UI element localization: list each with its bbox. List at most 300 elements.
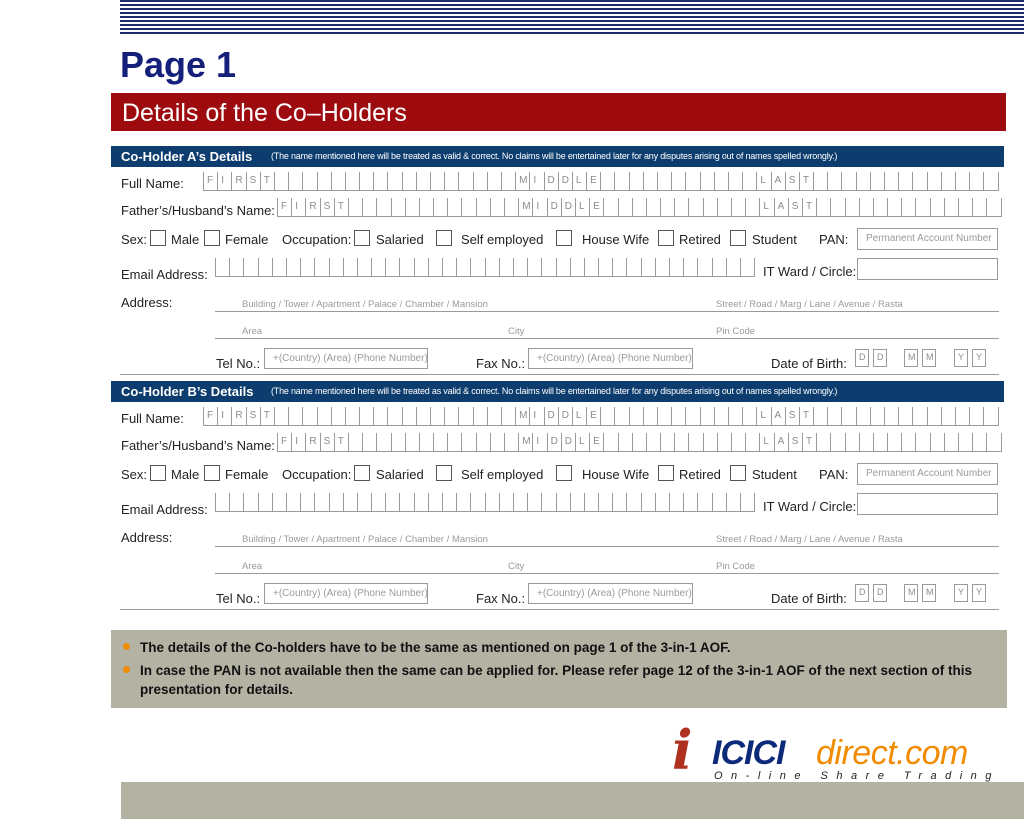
char-box[interactable] bbox=[612, 493, 626, 512]
dob-box[interactable]: D bbox=[873, 584, 887, 602]
char-box[interactable] bbox=[541, 258, 555, 277]
char-box[interactable]: L bbox=[575, 433, 589, 452]
char-box[interactable] bbox=[884, 172, 898, 191]
char-box[interactable] bbox=[371, 258, 385, 277]
email-boxes[interactable] bbox=[215, 258, 755, 277]
char-box[interactable] bbox=[827, 407, 841, 426]
char-box[interactable]: T bbox=[334, 198, 348, 217]
char-box[interactable] bbox=[873, 198, 887, 217]
retired-checkbox[interactable] bbox=[658, 230, 674, 246]
char-box[interactable] bbox=[359, 407, 373, 426]
char-box[interactable] bbox=[930, 198, 944, 217]
dob-box[interactable]: Y bbox=[972, 349, 986, 367]
char-box[interactable] bbox=[527, 493, 541, 512]
char-box[interactable] bbox=[986, 198, 1000, 217]
char-box[interactable] bbox=[614, 172, 628, 191]
self-employed-checkbox[interactable] bbox=[436, 230, 452, 246]
char-box[interactable]: M bbox=[518, 433, 532, 452]
char-box[interactable] bbox=[288, 172, 302, 191]
char-box[interactable] bbox=[827, 172, 841, 191]
char-box[interactable] bbox=[983, 407, 997, 426]
char-box[interactable] bbox=[274, 172, 288, 191]
char-box[interactable] bbox=[600, 172, 614, 191]
char-box[interactable] bbox=[444, 172, 458, 191]
char-box[interactable]: D bbox=[544, 172, 558, 191]
char-box[interactable] bbox=[685, 172, 699, 191]
char-box[interactable]: T bbox=[334, 433, 348, 452]
char-box[interactable] bbox=[912, 172, 926, 191]
char-box[interactable] bbox=[447, 198, 461, 217]
char-box[interactable] bbox=[414, 258, 428, 277]
char-box[interactable]: I bbox=[291, 198, 305, 217]
char-box[interactable]: L bbox=[575, 198, 589, 217]
char-box[interactable] bbox=[348, 433, 362, 452]
char-box[interactable] bbox=[742, 172, 756, 191]
char-box[interactable] bbox=[541, 493, 555, 512]
char-box[interactable] bbox=[740, 258, 754, 277]
char-box[interactable] bbox=[373, 172, 387, 191]
char-box[interactable] bbox=[629, 172, 643, 191]
char-box[interactable] bbox=[700, 172, 714, 191]
char-box[interactable] bbox=[570, 258, 584, 277]
char-box[interactable] bbox=[345, 407, 359, 426]
char-box[interactable] bbox=[646, 433, 660, 452]
it-ward-input[interactable] bbox=[857, 493, 998, 515]
char-box[interactable] bbox=[714, 407, 728, 426]
char-box[interactable] bbox=[930, 433, 944, 452]
char-box[interactable] bbox=[461, 433, 475, 452]
char-box[interactable]: D bbox=[558, 172, 572, 191]
char-box[interactable] bbox=[473, 407, 487, 426]
char-box[interactable]: D bbox=[561, 198, 575, 217]
dob-box[interactable]: D bbox=[855, 584, 869, 602]
char-box[interactable] bbox=[314, 493, 328, 512]
char-box[interactable] bbox=[626, 493, 640, 512]
char-box[interactable] bbox=[671, 407, 685, 426]
char-box[interactable] bbox=[712, 493, 726, 512]
char-box[interactable] bbox=[845, 433, 859, 452]
retired-checkbox[interactable] bbox=[658, 465, 674, 481]
char-box[interactable] bbox=[473, 172, 487, 191]
char-box[interactable]: M bbox=[515, 172, 529, 191]
male-checkbox[interactable] bbox=[150, 465, 166, 481]
char-box[interactable] bbox=[841, 172, 855, 191]
char-box[interactable]: E bbox=[586, 407, 600, 426]
char-box[interactable] bbox=[712, 258, 726, 277]
dob-box[interactable]: M bbox=[904, 584, 918, 602]
char-box[interactable] bbox=[300, 258, 314, 277]
char-box[interactable] bbox=[243, 493, 257, 512]
char-box[interactable] bbox=[362, 433, 376, 452]
char-box[interactable] bbox=[458, 172, 472, 191]
char-box[interactable] bbox=[598, 493, 612, 512]
char-box[interactable] bbox=[657, 407, 671, 426]
char-box[interactable]: I bbox=[217, 407, 231, 426]
char-box[interactable] bbox=[329, 493, 343, 512]
char-box[interactable]: A bbox=[774, 433, 788, 452]
char-box[interactable]: S bbox=[788, 198, 802, 217]
char-box[interactable] bbox=[830, 198, 844, 217]
female-checkbox[interactable] bbox=[204, 230, 220, 246]
student-checkbox[interactable] bbox=[730, 230, 746, 246]
char-box[interactable] bbox=[674, 198, 688, 217]
char-box[interactable] bbox=[958, 433, 972, 452]
char-box[interactable]: T bbox=[802, 198, 816, 217]
char-box[interactable] bbox=[274, 407, 288, 426]
father-name-boxes[interactable] bbox=[277, 198, 1002, 217]
dob-box[interactable]: Y bbox=[954, 349, 968, 367]
char-box[interactable] bbox=[612, 258, 626, 277]
char-box[interactable] bbox=[402, 172, 416, 191]
char-box[interactable] bbox=[912, 407, 926, 426]
char-box[interactable] bbox=[944, 433, 958, 452]
char-box[interactable]: S bbox=[788, 433, 802, 452]
char-box[interactable] bbox=[728, 172, 742, 191]
char-box[interactable] bbox=[660, 433, 674, 452]
char-box[interactable] bbox=[399, 493, 413, 512]
char-box[interactable] bbox=[399, 258, 413, 277]
char-box[interactable] bbox=[927, 407, 941, 426]
char-box[interactable] bbox=[357, 493, 371, 512]
char-box[interactable] bbox=[740, 493, 754, 512]
char-box[interactable] bbox=[717, 198, 731, 217]
char-box[interactable] bbox=[490, 198, 504, 217]
char-box[interactable] bbox=[700, 407, 714, 426]
char-box[interactable] bbox=[487, 172, 501, 191]
char-box[interactable] bbox=[632, 198, 646, 217]
char-box[interactable]: A bbox=[771, 407, 785, 426]
char-box[interactable] bbox=[603, 198, 617, 217]
char-box[interactable] bbox=[859, 433, 873, 452]
char-box[interactable]: S bbox=[246, 172, 260, 191]
char-box[interactable]: L bbox=[756, 172, 770, 191]
char-box[interactable]: L bbox=[572, 407, 586, 426]
char-box[interactable] bbox=[556, 258, 570, 277]
char-box[interactable]: F bbox=[277, 433, 291, 452]
char-box[interactable] bbox=[302, 407, 316, 426]
char-box[interactable] bbox=[731, 198, 745, 217]
char-box[interactable] bbox=[317, 172, 331, 191]
fax-input[interactable] bbox=[528, 583, 693, 604]
char-box[interactable] bbox=[501, 407, 515, 426]
address-line-2[interactable] bbox=[215, 573, 999, 574]
char-box[interactable]: T bbox=[799, 172, 813, 191]
char-box[interactable] bbox=[955, 407, 969, 426]
char-box[interactable] bbox=[387, 407, 401, 426]
char-box[interactable] bbox=[570, 493, 584, 512]
char-box[interactable]: S bbox=[785, 407, 799, 426]
char-box[interactable] bbox=[487, 407, 501, 426]
char-box[interactable] bbox=[258, 258, 272, 277]
char-box[interactable] bbox=[856, 172, 870, 191]
char-box[interactable]: D bbox=[561, 433, 575, 452]
female-checkbox[interactable] bbox=[204, 465, 220, 481]
char-box[interactable] bbox=[490, 433, 504, 452]
char-box[interactable] bbox=[688, 198, 702, 217]
address-line-1[interactable] bbox=[215, 311, 999, 312]
char-box[interactable] bbox=[331, 172, 345, 191]
char-box[interactable] bbox=[983, 172, 997, 191]
char-box[interactable]: D bbox=[544, 407, 558, 426]
char-box[interactable] bbox=[391, 198, 405, 217]
char-box[interactable] bbox=[456, 493, 470, 512]
house-wife-checkbox[interactable] bbox=[556, 230, 572, 246]
char-box[interactable] bbox=[683, 258, 697, 277]
char-box[interactable] bbox=[362, 198, 376, 217]
char-box[interactable] bbox=[476, 198, 490, 217]
char-box[interactable] bbox=[556, 493, 570, 512]
char-box[interactable]: L bbox=[759, 198, 773, 217]
char-box[interactable] bbox=[745, 198, 759, 217]
father-name-boxes[interactable] bbox=[277, 433, 1002, 452]
char-box[interactable] bbox=[442, 258, 456, 277]
char-box[interactable] bbox=[927, 172, 941, 191]
char-box[interactable] bbox=[343, 258, 357, 277]
char-box[interactable] bbox=[419, 198, 433, 217]
dob-box[interactable]: D bbox=[855, 349, 869, 367]
char-box[interactable] bbox=[286, 258, 300, 277]
char-box[interactable] bbox=[618, 198, 632, 217]
char-box[interactable] bbox=[969, 172, 983, 191]
char-box[interactable] bbox=[343, 493, 357, 512]
char-box[interactable] bbox=[683, 493, 697, 512]
tel-input[interactable] bbox=[264, 583, 428, 604]
dob-box[interactable]: Y bbox=[972, 584, 986, 602]
char-box[interactable]: A bbox=[771, 172, 785, 191]
char-box[interactable] bbox=[243, 258, 257, 277]
char-box[interactable]: L bbox=[756, 407, 770, 426]
full-name-boxes[interactable] bbox=[203, 172, 999, 191]
char-box[interactable] bbox=[272, 258, 286, 277]
char-box[interactable] bbox=[373, 407, 387, 426]
char-box[interactable] bbox=[458, 407, 472, 426]
pan-input[interactable] bbox=[857, 463, 998, 485]
char-box[interactable] bbox=[726, 493, 740, 512]
char-box[interactable] bbox=[387, 172, 401, 191]
char-box[interactable] bbox=[972, 433, 986, 452]
char-box[interactable]: I bbox=[529, 407, 543, 426]
dob-box[interactable]: D bbox=[873, 349, 887, 367]
char-box[interactable] bbox=[745, 433, 759, 452]
char-box[interactable] bbox=[618, 433, 632, 452]
char-box[interactable]: T bbox=[802, 433, 816, 452]
char-box[interactable] bbox=[598, 258, 612, 277]
char-box[interactable] bbox=[419, 433, 433, 452]
char-box[interactable] bbox=[584, 258, 598, 277]
char-box[interactable] bbox=[669, 258, 683, 277]
char-box[interactable] bbox=[272, 493, 286, 512]
char-box[interactable] bbox=[329, 258, 343, 277]
char-box[interactable] bbox=[376, 198, 390, 217]
address-line-2[interactable] bbox=[215, 338, 999, 339]
char-box[interactable] bbox=[405, 433, 419, 452]
char-box[interactable] bbox=[300, 493, 314, 512]
char-box[interactable]: S bbox=[320, 433, 334, 452]
char-box[interactable] bbox=[414, 493, 428, 512]
char-box[interactable] bbox=[972, 198, 986, 217]
char-box[interactable] bbox=[688, 433, 702, 452]
self-employed-checkbox[interactable] bbox=[436, 465, 452, 481]
char-box[interactable] bbox=[915, 433, 929, 452]
char-box[interactable]: T bbox=[260, 172, 274, 191]
student-checkbox[interactable] bbox=[730, 465, 746, 481]
char-box[interactable]: R bbox=[231, 172, 245, 191]
char-box[interactable] bbox=[286, 493, 300, 512]
fax-input[interactable] bbox=[528, 348, 693, 369]
char-box[interactable]: L bbox=[759, 433, 773, 452]
char-box[interactable] bbox=[856, 407, 870, 426]
char-box[interactable]: S bbox=[785, 172, 799, 191]
char-box[interactable] bbox=[685, 407, 699, 426]
char-box[interactable] bbox=[229, 493, 243, 512]
char-box[interactable] bbox=[348, 198, 362, 217]
char-box[interactable] bbox=[660, 198, 674, 217]
char-box[interactable] bbox=[944, 198, 958, 217]
char-box[interactable] bbox=[887, 198, 901, 217]
tel-input[interactable] bbox=[264, 348, 428, 369]
char-box[interactable]: F bbox=[203, 172, 217, 191]
char-box[interactable] bbox=[714, 172, 728, 191]
char-box[interactable] bbox=[986, 433, 1000, 452]
char-box[interactable] bbox=[215, 493, 229, 512]
char-box[interactable] bbox=[527, 258, 541, 277]
char-box[interactable] bbox=[870, 172, 884, 191]
char-box[interactable] bbox=[697, 258, 711, 277]
char-box[interactable] bbox=[501, 172, 515, 191]
char-box[interactable] bbox=[643, 172, 657, 191]
char-box[interactable] bbox=[405, 198, 419, 217]
char-box[interactable] bbox=[402, 407, 416, 426]
char-box[interactable] bbox=[742, 407, 756, 426]
char-box[interactable] bbox=[317, 407, 331, 426]
char-box[interactable] bbox=[870, 407, 884, 426]
char-box[interactable] bbox=[416, 407, 430, 426]
char-box[interactable] bbox=[703, 433, 717, 452]
char-box[interactable]: T bbox=[799, 407, 813, 426]
char-box[interactable] bbox=[447, 433, 461, 452]
char-box[interactable]: S bbox=[246, 407, 260, 426]
char-box[interactable] bbox=[816, 198, 830, 217]
char-box[interactable]: D bbox=[547, 433, 561, 452]
char-box[interactable] bbox=[430, 172, 444, 191]
it-ward-input[interactable] bbox=[857, 258, 998, 280]
char-box[interactable] bbox=[884, 407, 898, 426]
dob-box[interactable]: M bbox=[922, 349, 936, 367]
char-box[interactable] bbox=[941, 407, 955, 426]
char-box[interactable] bbox=[444, 407, 458, 426]
house-wife-checkbox[interactable] bbox=[556, 465, 572, 481]
char-box[interactable] bbox=[376, 433, 390, 452]
char-box[interactable] bbox=[898, 172, 912, 191]
char-box[interactable]: I bbox=[291, 433, 305, 452]
dob-box[interactable]: M bbox=[904, 349, 918, 367]
char-box[interactable] bbox=[845, 198, 859, 217]
char-box[interactable] bbox=[470, 258, 484, 277]
char-box[interactable] bbox=[830, 433, 844, 452]
char-box[interactable] bbox=[433, 198, 447, 217]
char-box[interactable] bbox=[669, 493, 683, 512]
char-box[interactable] bbox=[958, 198, 972, 217]
char-box[interactable] bbox=[941, 172, 955, 191]
char-box[interactable] bbox=[371, 493, 385, 512]
char-box[interactable]: M bbox=[518, 198, 532, 217]
char-box[interactable]: T bbox=[260, 407, 274, 426]
salaried-checkbox[interactable] bbox=[354, 230, 370, 246]
char-box[interactable] bbox=[629, 407, 643, 426]
char-box[interactable] bbox=[485, 493, 499, 512]
char-box[interactable] bbox=[731, 433, 745, 452]
char-box[interactable] bbox=[476, 433, 490, 452]
char-box[interactable] bbox=[603, 433, 617, 452]
char-box[interactable] bbox=[901, 198, 915, 217]
char-box[interactable] bbox=[674, 433, 688, 452]
char-box[interactable]: I bbox=[532, 433, 546, 452]
char-box[interactable] bbox=[873, 433, 887, 452]
char-box[interactable] bbox=[470, 493, 484, 512]
char-box[interactable] bbox=[314, 258, 328, 277]
char-box[interactable] bbox=[504, 433, 518, 452]
char-box[interactable] bbox=[887, 433, 901, 452]
char-box[interactable] bbox=[859, 198, 873, 217]
char-box[interactable] bbox=[813, 172, 827, 191]
char-box[interactable]: I bbox=[529, 172, 543, 191]
pan-input[interactable] bbox=[857, 228, 998, 250]
char-box[interactable] bbox=[646, 198, 660, 217]
char-box[interactable]: F bbox=[203, 407, 217, 426]
char-box[interactable]: R bbox=[305, 433, 319, 452]
char-box[interactable] bbox=[288, 407, 302, 426]
char-box[interactable] bbox=[430, 407, 444, 426]
char-box[interactable] bbox=[461, 198, 475, 217]
char-box[interactable] bbox=[485, 258, 499, 277]
char-box[interactable] bbox=[641, 258, 655, 277]
char-box[interactable] bbox=[345, 172, 359, 191]
char-box[interactable] bbox=[697, 493, 711, 512]
char-box[interactable]: M bbox=[515, 407, 529, 426]
char-box[interactable] bbox=[632, 433, 646, 452]
char-box[interactable]: R bbox=[231, 407, 245, 426]
char-box[interactable]: E bbox=[586, 172, 600, 191]
char-box[interactable] bbox=[428, 258, 442, 277]
char-box[interactable] bbox=[655, 493, 669, 512]
char-box[interactable] bbox=[915, 198, 929, 217]
char-box[interactable] bbox=[385, 493, 399, 512]
char-box[interactable] bbox=[626, 258, 640, 277]
char-box[interactable] bbox=[657, 172, 671, 191]
char-box[interactable] bbox=[302, 172, 316, 191]
salaried-checkbox[interactable] bbox=[354, 465, 370, 481]
char-box[interactable] bbox=[433, 433, 447, 452]
char-box[interactable] bbox=[641, 493, 655, 512]
char-box[interactable] bbox=[442, 493, 456, 512]
char-box[interactable] bbox=[717, 433, 731, 452]
char-box[interactable] bbox=[385, 258, 399, 277]
char-box[interactable] bbox=[258, 493, 272, 512]
char-box[interactable] bbox=[357, 258, 371, 277]
char-box[interactable] bbox=[728, 407, 742, 426]
char-box[interactable] bbox=[456, 258, 470, 277]
char-box[interactable] bbox=[841, 407, 855, 426]
char-box[interactable]: D bbox=[547, 198, 561, 217]
char-box[interactable] bbox=[655, 258, 669, 277]
char-box[interactable] bbox=[955, 172, 969, 191]
char-box[interactable] bbox=[499, 493, 513, 512]
char-box[interactable] bbox=[229, 258, 243, 277]
full-name-boxes[interactable] bbox=[203, 407, 999, 426]
char-box[interactable] bbox=[703, 198, 717, 217]
char-box[interactable] bbox=[600, 407, 614, 426]
char-box[interactable]: E bbox=[589, 433, 603, 452]
